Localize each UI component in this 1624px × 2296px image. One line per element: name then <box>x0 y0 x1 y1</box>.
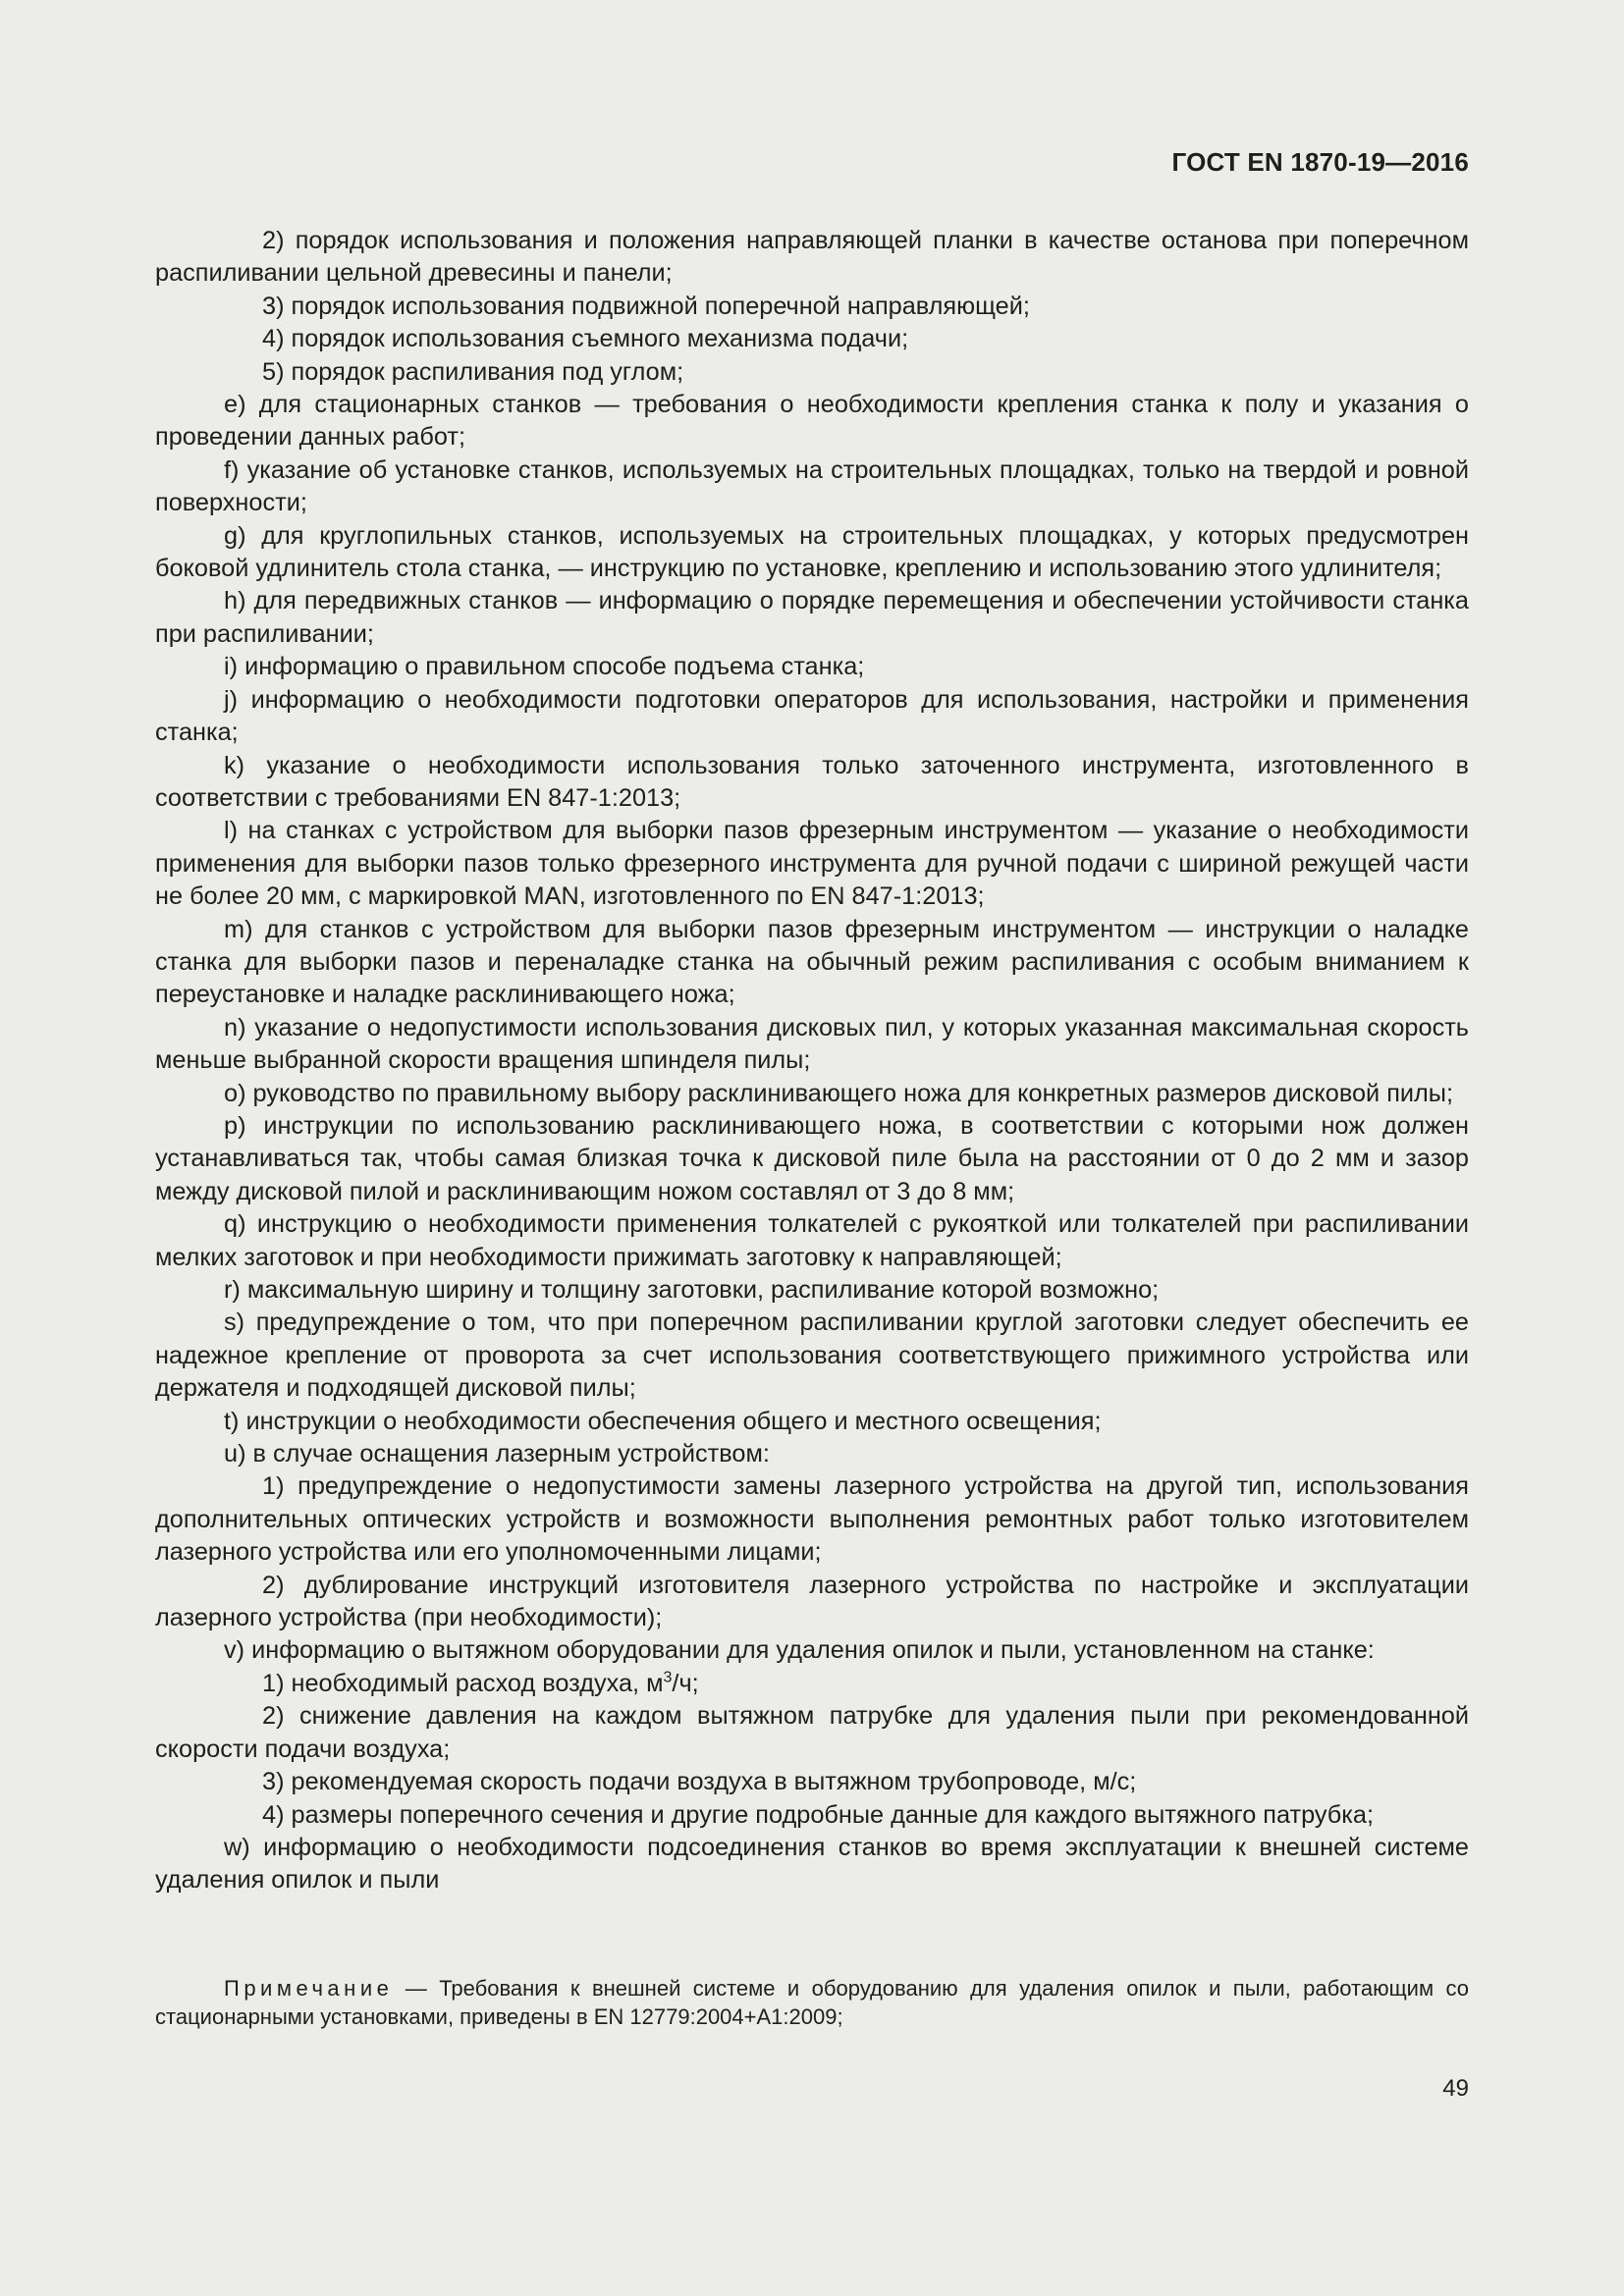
list-item-text: u) в случае оснащения лазерным устройством: <box>224 1440 770 1468</box>
list-item-text: 1) предупреждение о недопустимости замены лазерного устройства на другой тип, использования дополнительных оптических устройств и возможности выполнения ремонтных работ только изготовителем лазерного устройства или его уполномоченными лицами; <box>155 1472 1469 1567</box>
list-item-text: h) для передвижных станков — информацию о порядке перемещения и обеспечении устойчивости станка при распиливании; <box>155 587 1469 648</box>
list-item-text: r) максимальную ширину и толщину заготовки, распиливание которой возможно; <box>224 1276 1160 1304</box>
list-item <box>155 356 1469 389</box>
list-item-text: 3) рекомендуемая скорость подачи воздуха в вытяжном трубопроводе, м/с; <box>262 1768 1137 1796</box>
list-item-text: t) инструкции о необходимости обеспечения общего и местного освещения; <box>224 1407 1102 1435</box>
page-number: 49 <box>1442 2075 1469 2102</box>
list-item <box>155 323 1469 355</box>
list-item-text: i) информацию о правильном способе подъема станка; <box>224 653 865 681</box>
list-item <box>155 585 1469 651</box>
list-item-text: s) предупреждение о том, что при поперечном распиливании круглой заготовки следует обеспечить ее надежное крепление от проворота за счет использования соответствующего прижимного устройства или держателя и подходящей дисковой пилы; <box>155 1308 1469 1403</box>
list-item-text: m) для станков с устройством для выборки пазов фрезерным инструментом — инструкции о наладке станка для выборки пазов и переналадке станка на обычный режим распиливания с особым вниманием к переустановке и наладке расклинивающего ножа; <box>155 915 1469 1009</box>
list-item-text-tail: /ч; <box>672 1669 699 1697</box>
superscript: 3 <box>663 1669 673 1686</box>
list-item <box>155 651 1469 683</box>
list-item <box>155 1799 1469 1832</box>
list-item <box>155 520 1469 586</box>
list-item-text: 2) порядок использования и положения направляющей планки в качестве останова при поперечном распиливании цельной древесины и панели; <box>155 227 1469 288</box>
list-item-text: w) информацию о необходимости подсоединения станков во время эксплуатации к внешней системе удаления опилок и пыли <box>155 1833 1469 1895</box>
list-item <box>155 225 1469 291</box>
list-item-text: 1) необходимый расход воздуха, м <box>262 1669 664 1697</box>
list-item <box>155 291 1469 323</box>
note-block <box>155 1974 1469 2031</box>
list-item-text: j) информацию о необходимости подготовки операторов для использования, настройки и применения станка; <box>155 685 1469 747</box>
list-item-text: 4) размеры поперечного сечения и другие подробные данные для каждого вытяжного патрубка; <box>262 1800 1375 1829</box>
list-item-text: q) инструкцию о необходимости применения толкателей с рукояткой или толкателей при распиливании мелких заготовок и при необходимости прижимать заготовку к направляющей; <box>155 1210 1469 1271</box>
body-text <box>155 225 1469 1897</box>
note-label: Примечание <box>224 1976 394 2001</box>
list-item-text: o) руководство по правильному выбору расклинивающего ножа для конкретных размеров дисковой пилы; <box>224 1079 1454 1107</box>
list-item-text: l) на станках с устройством для выборки пазов фрезерным инструментом — указание о необходимости применения для выборки пазов только фрезерного инструмента для ручной подачи с шириной режущей части не более 20 мм, с маркировкой MAN, изготовленного по EN 847-1:2013; <box>155 817 1469 911</box>
list-item-text: k) указание о необходимости использования только заточенного инструмента, изготовленного в соответствии с требованиями EN 847-1:2013; <box>155 751 1469 812</box>
list-item <box>155 1700 1469 1766</box>
list-item-text: 2) дублирование инструкций изготовителя лазерного устройства по настройке и эксплуатации лазерного устройства (при необходимости); <box>155 1571 1469 1632</box>
list-item <box>155 914 1469 1012</box>
list-item <box>155 1208 1469 1274</box>
list-item <box>155 1274 1469 1307</box>
list-item <box>155 1570 1469 1635</box>
list-item <box>155 1832 1469 1897</box>
list-item-text: n) указание о недопустимости использования дисковых пил, у которых указанная максимальная скорость меньше выбранной скорости вращения шпинделя пилы; <box>155 1013 1469 1075</box>
list-item <box>155 1406 1469 1438</box>
list-item <box>155 1438 1469 1470</box>
list-item <box>155 1668 1469 1700</box>
list-item <box>155 389 1469 454</box>
list-item <box>155 1307 1469 1405</box>
list-item <box>155 1110 1469 1208</box>
list-item <box>155 684 1469 750</box>
list-item <box>155 815 1469 913</box>
list-item <box>155 1766 1469 1798</box>
list-item-text: 5) порядок распиливания под углом; <box>262 357 684 386</box>
list-item <box>155 750 1469 816</box>
document-id-header: ГОСТ EN 1870-19—2016 <box>1171 147 1469 177</box>
list-item-text: v) информацию о вытяжном оборудовании для удаления опилок и пыли, установленном на станке: <box>224 1636 1375 1665</box>
list-item <box>155 1470 1469 1569</box>
list-item <box>155 1078 1469 1110</box>
list-item <box>155 1012 1469 1078</box>
note-dash: — <box>393 1976 440 2001</box>
list-item-text: f) указание об установке станков, используемых на строительных площадках, только на твердой и ровной поверхности; <box>155 455 1469 517</box>
list-item-text: e) для стационарных станков — требования о необходимости крепления станка к полу и указания о проведении данных работ; <box>155 391 1469 452</box>
list-item-text: 3) порядок использования подвижной поперечной направляющей; <box>262 292 1030 320</box>
list-item-text: 2) снижение давления на каждом вытяжном патрубке для удаления пыли при рекомендованной скорости подачи воздуха; <box>155 1702 1469 1763</box>
note-text: Требования к внешней системе и оборудованию для удаления опилок и пыли, работающим со стационарными установками, приведены в EN 12779:2004+A1:2009; <box>155 1976 1469 2029</box>
list-item <box>155 454 1469 520</box>
note-paragraph <box>155 1974 1469 2031</box>
list-item-text: p) инструкции по использованию расклинивающего ножа, в соответствии с которыми нож должен устанавливаться так, чтобы самая близкая точка к дисковой пиле была на расстоянии от 0 до 2 мм и зазор между дисковой пилой и расклинивающим ножом составлял от 3 до 8 мм; <box>155 1111 1469 1205</box>
list-item-text: 4) порядок использования съемного механизма подачи; <box>262 325 909 353</box>
list-item <box>155 1634 1469 1667</box>
list-item-text: g) для круглопильных станков, используемых на строительных площадках, у которых предусмотрен боковой удлинитель стола станка, — инструкцию по установке, креплению и использованию этого удлинителя; <box>155 521 1469 583</box>
